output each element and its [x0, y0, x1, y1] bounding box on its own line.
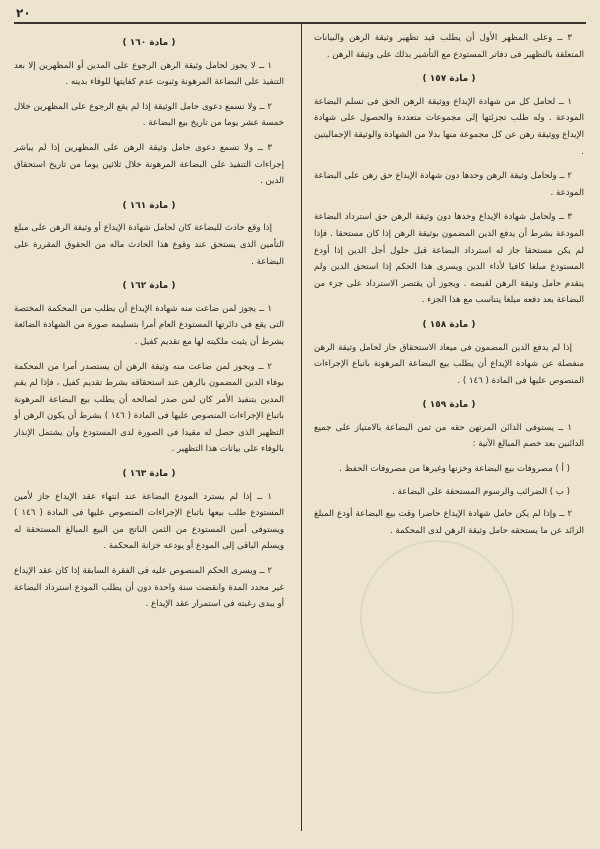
article-160-paragraph-3: ٣ ــ ولا تسمع دعوى حامل وثيقة الرهن على المظهرين إذا لم يباشر إجراءات التنفيذ على البضاعة المرهونة خلال ثلاثين يوما من تاريخ استحقاق الدين .: [14, 142, 284, 187]
article-159-paragraph-2: ٢ ــ وإذا لم يكن حامل شهادة الإيداع حاضرا وقت بيع البضاعة أودع المبلغ الزائد عن ما يستحقه حامل وثيقة الرهن لدى المحكمة .: [314, 509, 584, 536]
article-163-heading: ( مادة ١٦٣ ): [122, 469, 176, 480]
article-161-heading: ( مادة ١٦١ ): [122, 200, 176, 211]
article-162-paragraph-2: ٢ ــ ويجوز لمن ضاعت منه وثيقة الرهن أن يستصدر أمرا من المحكمة بوفاء الدين المضمون بالرهن عند استحقاقه بشرط تقديم كفيل ، فإذا لم يقم المدين بتنفيذ الأمر كان لمن صدر لصالحه أن يطلب بيع البضاعة المرهونة باتباع الإجراءات المنصوص عليها فى المادة ( ١٤٦ ) بشرط أن يكون الرهن أو التظهير الذى حصل له مقيدا فى الصورة لدى المستودع وأن يشتمل الإنذار بالوفاء على بيانات هذا التظهير .: [14, 361, 284, 455]
right-column: [314, 30, 584, 542]
article-161-paragraph-1: إذا وقع حادث للبضاعة كان لحامل شهادة الإيداع أو وثيقة الرهن على مبلغ التأمين الذى يستحق عند وقوع هذا الحادث ماله من الحقوق المقررة على البضاعة .: [14, 223, 284, 267]
article-163-paragraph-1: ١ ــ إذا لم يسترد المودع البضاعة عند انتهاء عقد الإيداع جاز لأمين المستودع طلب بيعها باتباع الإجراءات المنصوص عليها فى المادة ( ١٤٦ ) ويستوفى أمين المستودع من الثمن الناتج من البيع المبالغ المستحقة له ويسلم الباقى إلى المودع أو يودعه خزانة المحكمة .: [14, 491, 284, 552]
article-157-paragraph-2: ٢ ــ ولحامل وثيقة الرهن وحدها دون شهادة الإيداع حق رهن على البضاعة المودعة .: [314, 171, 584, 198]
stamp-watermark: [360, 540, 514, 694]
article-157-paragraph-3: ٣ ــ ولحامل شهادة الإيداع وحدها دون وثيقة الرهن حق استرداد البضاعة المودعة بشرط أن يدفع الدين المضمون بوثيقة الرهن إذا كان مستحقا . فإذا لم يكن مستحقا جاز له استرداد البضاعة قبل حلول أجل الدين إذا أودع المستودع مبلغا كافيا لأداء الدين ويسرى هذا الحكم إذا استحق الدين ولم يتقدم حامل وثيقة الرهن لقبضه . ويجوز أن يقتصر الاسترداد على جزء من البضاعة بعد دفعه مبلغا يتناسب مع هذا الجزء .: [314, 212, 584, 306]
top-rule: [14, 22, 586, 24]
page-number: ٢٠: [16, 6, 31, 20]
column-divider: [301, 24, 302, 831]
left-column: [14, 30, 284, 616]
article-162-heading: ( مادة ١٦٢ ): [122, 281, 176, 292]
article-160-paragraph-2: ٢ ــ ولا تسمع دعوى حامل الوثيقة إذا لم يقع الرجوع على المظهرين خلال خمسة عشر يوما من تاريخ بيع البضاعة .: [14, 101, 284, 129]
article-157-paragraph-1: ١ ــ لحامل كل من شهادة الإيداع ووثيقة الرهن الحق فى تسلم البضاعة المودعة . وله طلب تجزئتها إلى مجموعات متعددة والحصول على شهادة الإيداع ووثيقة رهن عن كل مجموعة منها بدلا من الشهادة والوثيقة الإجماليتين .: [314, 96, 584, 157]
article-156-paragraph-3: ٣ ــ وعلى المظهر الأول أن يطلب قيد تظهير وثيقة الرهن والبيانات المتعلقة بالتظهير فى دفاتر المستودع مع التأشير بذلك على وثيقة الرهن .: [314, 33, 584, 60]
article-160-paragraph-1: ١ ــ لا يجوز لحامل وثيقة الرهن الرجوع على المدين أو المظهرين إلا بعد التنفيذ على البضاعة المرهونة وثبوت عدم كفايتها للوفاء بدينه .: [14, 60, 284, 88]
article-157-heading: ( مادة ١٥٧ ): [422, 74, 476, 85]
article-160-heading: ( مادة ١٦٠ ): [122, 38, 176, 48]
article-159-item-a: ( أ ) مصروفات بيع البضاعة وخزنها وغيرها من مصروفات الحفظ .: [339, 464, 570, 475]
article-159-item-b: ( ب ) الضرائب والرسوم المستحقة على البضاعة .: [392, 486, 570, 497]
article-159-paragraph-1: ١ ــ يستوفى الدائن المرتهن حقه من ثمن البضاعة بالامتياز على جميع الدائنين بعد خصم المبالغ الآتية :: [314, 422, 584, 450]
article-159-heading: ( مادة ١٥٩ ): [422, 400, 476, 411]
article-158-heading: ( مادة ١٥٨ ): [422, 319, 476, 330]
article-163-paragraph-2: ٢ ــ ويسرى الحكم المنصوص عليه فى الفقرة السابقة إذا كان عقد الإيداع غير محدد المدة وانقضت سنة واحدة دون أن يطلب المودع استرداد البضاعة أو يبدى رغبته فى استمرار عقد الإيداع .: [14, 566, 284, 610]
article-162-paragraph-1: ١ ــ يجوز لمن ضاعت منه شهادة الإيداع أن يطلب من المحكمة المختصة التى يقع فى دائرتها المستودع العام أمرا بتسليمه صورة من الشهادة الضائعة بشرط أن يثبت ملكيته لها مع تقديم كفيل .: [14, 303, 284, 347]
article-158-paragraph-1: إذا لم يدفع الدين المضمون فى ميعاد الاستحقاق جاز لحامل وثيقة الرهن منفصلة عن شهادة الإيداع أن يطلب بيع البضاعة المرهونة باتباع الإجراءات المنصوص عليها فى المادة ( ١٤٦ ) .: [314, 342, 584, 386]
